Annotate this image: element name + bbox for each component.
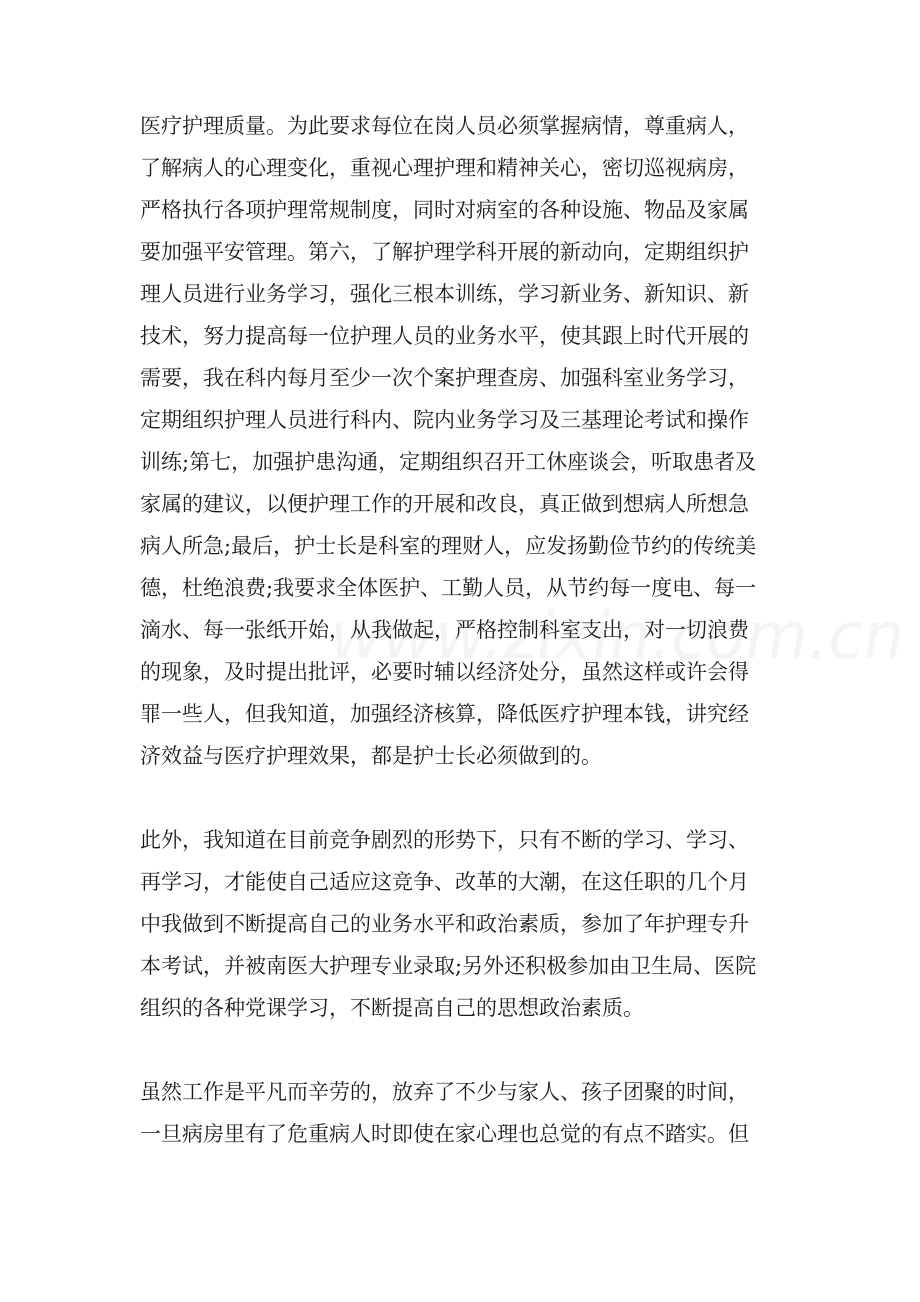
text-line: 严格执行各项护理常规制度，同时对病室的各种设施、物品及家属 — [140, 198, 749, 222]
text-line: 一旦病房里有了危重病人时即使在家心理也总觉的有点不踏实。但 — [140, 1122, 749, 1146]
paragraph-gap — [140, 1029, 800, 1071]
text-line: 定期组织护理人员进行科内、院内业务学习及三基理论考试和操作 — [140, 408, 749, 432]
text-line: 再学习，才能使自己适应这竞争、改革的大潮，在这任职的几个月 — [140, 870, 749, 894]
text-line: 训练;第七，加强护患沟通，定期组织召开工休座谈会，听取患者及 — [140, 450, 757, 474]
text-line: 需要，我在科内每月至少一次个案护理查房、加强科室业务学习， — [140, 366, 749, 390]
text-line: 技术，努力提高每一位护理人员的业务水平，使其跟上时代开展的 — [140, 324, 749, 348]
text-line: 组织的各种党课学习，不断提高自己的思想政治素质。 — [140, 996, 644, 1020]
text-line: 家属的建议，以便护理工作的开展和改良，真正做到想病人所想急 — [140, 492, 749, 516]
text-line: 虽然工作是平凡而辛劳的，放弃了不少与家人、孩子团聚的时间， — [140, 1080, 749, 1104]
text-line: 要加强平安管理。第六，了解护理学科开展的新动向，定期组织护 — [140, 240, 749, 264]
text-line: 济效益与医疗护理效果，都是护士长必须做到的。 — [140, 744, 602, 768]
paragraph — [140, 819, 800, 1029]
text-line: 的现象，及时提出批评，必要时辅以经济处分，虽然这样或许会得 — [140, 660, 749, 684]
paragraph-gap — [140, 777, 800, 819]
text-line: 中我做到不断提高自己的业务水平和政治素质，参加了年护理专升 — [140, 912, 749, 936]
paragraph — [140, 1071, 800, 1155]
text-line: 此外，我知道在目前竞争剧烈的形势下，只有不断的学习、学习、 — [140, 828, 749, 852]
text-line: 了解病人的心理变化，重视心理护理和精神关心，密切巡视病房， — [140, 156, 749, 180]
text-line: 病人所急;最后，护士长是科室的理财人，应发扬勤俭节约的传统美 — [140, 534, 757, 558]
text-line: 医疗护理质量。为此要求每位在岗人员必须掌握病情，尊重病人， — [140, 114, 749, 138]
text-line: 本考试，并被南医大护理专业录取;另外还积极参加由卫生局、医院 — [140, 954, 757, 978]
document-body — [140, 105, 800, 1155]
text-line: 罪一些人，但我知道，加强经济核算，降低医疗护理本钱，讲究经 — [140, 702, 749, 726]
text-line: 德，杜绝浪费;我要求全体医护、工勤人员，从节约每一度电、每一 — [140, 576, 757, 600]
text-line: 滴水、每一张纸开始，从我做起，严格控制科室支出，对一切浪费 — [140, 618, 749, 642]
text-line: 理人员进行业务学习，强化三根本训练，学习新业务、新知识、新 — [140, 282, 749, 306]
paragraph — [140, 105, 800, 777]
